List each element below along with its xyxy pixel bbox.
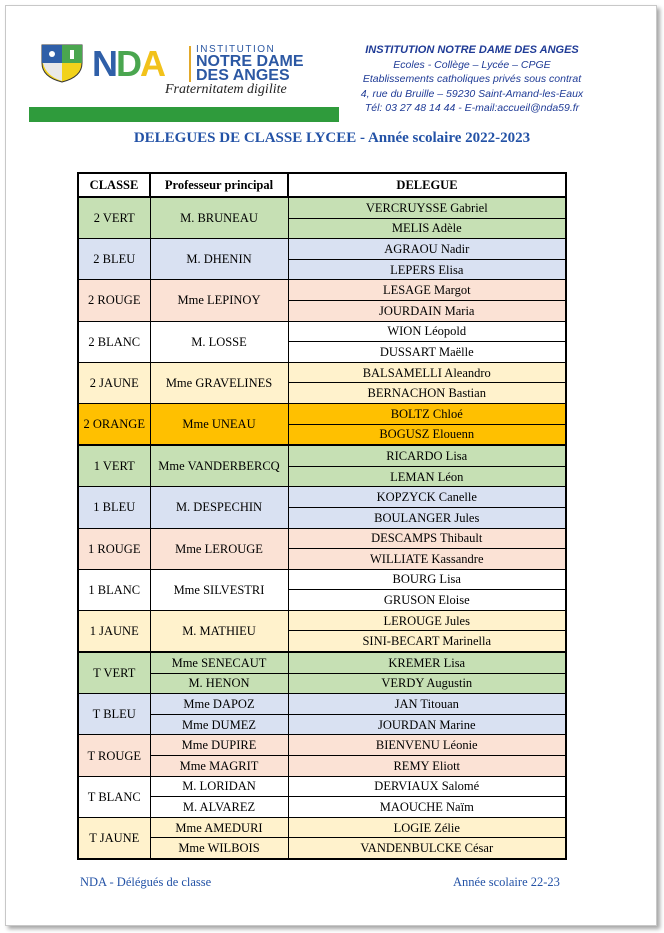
delegate-cell: JAN Titouan xyxy=(288,694,566,715)
table-header-row xyxy=(78,173,566,197)
delegate-cell: LEMAN Léon xyxy=(288,466,566,487)
delegate-cell: WILLIATE Kassandre xyxy=(288,549,566,570)
delegate-cell: RICARDO Lisa xyxy=(288,445,566,466)
delegate-cell: KREMER Lisa xyxy=(288,652,566,673)
teacher-cell: Mme UNEAU xyxy=(150,403,288,445)
delegate-cell: VERDY Augustin xyxy=(288,673,566,694)
class-cell: 2 BLEU xyxy=(78,239,150,280)
class-cell: 2 ROUGE xyxy=(78,280,150,321)
table-row xyxy=(78,652,566,673)
delegate-cell: WION Léopold xyxy=(288,321,566,342)
delegate-cell: BERNACHON Bastian xyxy=(288,383,566,404)
class-cell: 2 BLANC xyxy=(78,321,150,362)
teacher-cell: Mme MAGRIT xyxy=(150,756,288,777)
institution-address-block xyxy=(352,43,592,116)
nda-logo: NDA xyxy=(92,43,164,84)
class-cell: 1 ROUGE xyxy=(78,528,150,569)
table-row xyxy=(78,528,566,549)
header-delegue: DELEGUE xyxy=(288,173,566,197)
logo-divider xyxy=(189,46,191,82)
teacher-cell: Mme AMEDURI xyxy=(150,817,288,838)
header-professeur: Professeur principal xyxy=(150,173,288,197)
motto: Fraternitatem digilite xyxy=(165,82,287,97)
teacher-cell: Mme GRAVELINES xyxy=(150,362,288,403)
institution-contact: Tél: 03 27 48 14 44 - E-mail:accueil@nda59.fr xyxy=(364,102,580,114)
class-cell: 2 JAUNE xyxy=(78,362,150,403)
table-row xyxy=(78,321,566,342)
teacher-cell: Mme SILVESTRI xyxy=(150,569,288,610)
delegate-cell: LOGIE Zélie xyxy=(288,817,566,838)
teacher-cell: M. LOSSE xyxy=(150,321,288,362)
class-cell: 1 JAUNE xyxy=(78,610,150,652)
class-cell: T ROUGE xyxy=(78,735,150,776)
delegate-cell: KOPZYCK Canelle xyxy=(288,487,566,508)
teacher-cell: Mme DUMEZ xyxy=(150,714,288,735)
teacher-cell: Mme WILBOIS xyxy=(150,838,288,859)
table-row xyxy=(78,735,566,756)
delegate-cell: BIENVENU Léonie xyxy=(288,735,566,756)
delegate-cell: DUSSART Maëlle xyxy=(288,342,566,363)
table-row xyxy=(78,673,566,694)
table-row xyxy=(78,694,566,715)
delegate-cell: LEROUGE Jules xyxy=(288,610,566,631)
delegate-cell: MAOUCHE Naïm xyxy=(288,797,566,818)
table-row xyxy=(78,487,566,508)
class-cell: T BLEU xyxy=(78,694,150,735)
class-cell: 1 BLANC xyxy=(78,569,150,610)
teacher-cell: Mme DUPIRE xyxy=(150,735,288,756)
delegate-cell: LESAGE Margot xyxy=(288,280,566,301)
delegate-cell: DESCAMPS Thibault xyxy=(288,528,566,549)
institution-levels: Ecoles - Collège – Lycée – CPGE xyxy=(393,58,551,71)
class-cell: T VERT xyxy=(78,652,150,694)
teacher-cell: Mme SENECAUT xyxy=(150,652,288,673)
delegate-cell: AGRAOU Nadir xyxy=(288,239,566,260)
class-cell: 1 BLEU xyxy=(78,487,150,528)
teacher-cell: Mme LEPINOY xyxy=(150,280,288,321)
teacher-cell: M. MATHIEU xyxy=(150,610,288,652)
delegate-cell: REMY Eliott xyxy=(288,756,566,777)
table-row xyxy=(78,797,566,818)
delegate-cell: SINI-BECART Marinella xyxy=(288,631,566,652)
table-row xyxy=(78,239,566,260)
delegate-cell: BOURG Lisa xyxy=(288,569,566,590)
table-row xyxy=(78,280,566,301)
delegate-cell: BOLTZ Chloé xyxy=(288,403,566,424)
institution-address: 4, rue du Bruille – 59230 Saint-Amand-les-Eaux xyxy=(360,87,584,100)
delegate-cell: BOULANGER Jules xyxy=(288,507,566,528)
delegate-cell: VANDENBULCKE César xyxy=(288,838,566,859)
delegates-table xyxy=(77,172,567,860)
table-row xyxy=(78,197,566,218)
table-row xyxy=(78,362,566,383)
teacher-cell: M. LORIDAN xyxy=(150,776,288,797)
table-row xyxy=(78,610,566,631)
delegate-cell: LEPERS Elisa xyxy=(288,259,566,280)
institution-name: INSTITUTION NOTRE DAME DES ANGES xyxy=(365,44,579,56)
teacher-cell: Mme LEROUGE xyxy=(150,528,288,569)
teacher-cell: M. HENON xyxy=(150,673,288,694)
table-row xyxy=(78,817,566,838)
delegate-cell: BALSAMELLI Aleandro xyxy=(288,362,566,383)
teacher-cell: Mme VANDERBERCQ xyxy=(150,445,288,487)
footer-left: NDA - Délégués de classe xyxy=(80,875,212,889)
delegate-cell: JOURDAIN Maria xyxy=(288,300,566,321)
delegate-cell: GRUSON Eloise xyxy=(288,590,566,611)
class-cell: 2 VERT xyxy=(78,197,150,239)
teacher-cell: Mme DAPOZ xyxy=(150,694,288,715)
delegate-cell: JOURDAN Marine xyxy=(288,714,566,735)
header-green-bar xyxy=(29,107,339,122)
table-row xyxy=(78,756,566,777)
table-row xyxy=(78,838,566,859)
delegate-cell: MELIS Adèle xyxy=(288,218,566,239)
class-cell: T BLANC xyxy=(78,776,150,817)
school-crest-logo xyxy=(40,43,84,83)
page-title: DELEGUES DE CLASSE LYCEE - Année scolaire 2022-2023 xyxy=(133,130,531,146)
footer-right: Année scolaire 22-23 xyxy=(453,875,560,889)
class-cell: 2 ORANGE xyxy=(78,403,150,445)
delegate-cell: VERCRUYSSE Gabriel xyxy=(288,197,566,218)
delegate-cell: BOGUSZ Elouenn xyxy=(288,424,566,445)
table-row xyxy=(78,776,566,797)
header-classe: CLASSE xyxy=(78,173,150,197)
table-row xyxy=(78,714,566,735)
logo-wordmark: INSTITUTION NOTRE DAME DES ANGES xyxy=(196,44,304,84)
teacher-cell: M. DHENIN xyxy=(150,239,288,280)
institution-status: Etablissements catholiques privés sous contrat xyxy=(362,73,582,85)
table-row xyxy=(78,403,566,424)
teacher-cell: M. BRUNEAU xyxy=(150,197,288,239)
table-row xyxy=(78,569,566,590)
table-row xyxy=(78,445,566,466)
delegate-cell: DERVIAUX Salomé xyxy=(288,776,566,797)
teacher-cell: M. ALVAREZ xyxy=(150,797,288,818)
class-cell: T JAUNE xyxy=(78,817,150,859)
class-cell: 1 VERT xyxy=(78,445,150,487)
teacher-cell: M. DESPECHIN xyxy=(150,487,288,528)
